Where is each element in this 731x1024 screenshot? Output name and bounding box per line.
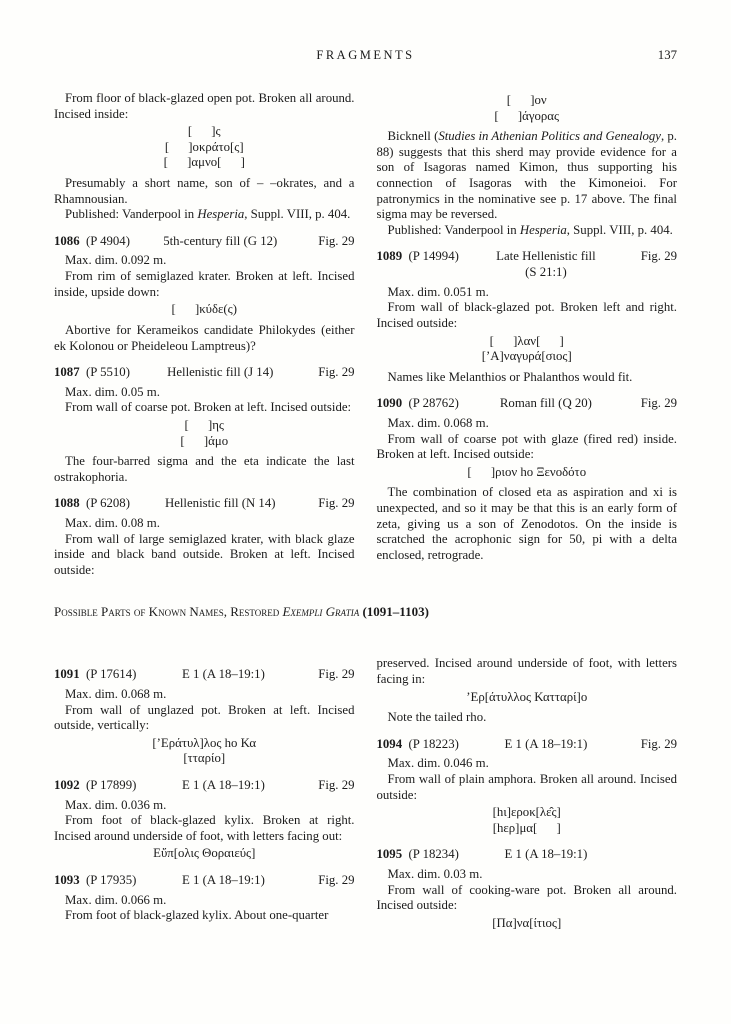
entry-id — [54, 365, 130, 381]
text-run: From wall of plain amphora. Broken all around. Incised outside: — [376, 771, 677, 802]
paragraph — [54, 207, 355, 223]
greek-inscription — [377, 93, 678, 124]
entry-number: 1090 — [376, 396, 403, 411]
paragraph — [377, 485, 678, 563]
greek-inscription — [54, 302, 355, 318]
entry-inventory-number: (P 6208) — [79, 496, 130, 511]
paragraph — [377, 129, 678, 223]
text-run: Max. dim. 0.068 m. — [387, 415, 489, 430]
entry-figure-ref: Fig. 29 — [318, 667, 355, 682]
paragraph — [377, 300, 678, 331]
text-run: Published: Vanderpool in — [65, 207, 198, 222]
paragraph — [54, 703, 355, 734]
italic-text: Exempli Gratia — [282, 604, 360, 620]
italic-text: Hesperia — [197, 207, 245, 222]
text-run: The four-barred sigma and the eta indicate the last ostrakophoria. — [54, 454, 355, 484]
text-run: From floor of black-glazed open pot. Broken all around. Incised inside: — [54, 91, 355, 121]
text-run: Max. dim. 0.092 m. — [65, 253, 167, 268]
catalog-entry-heading — [54, 234, 355, 250]
inscription-line: [’Εράτυλ]λος ho Κα — [152, 735, 257, 750]
greek-inscription — [377, 805, 678, 836]
paragraph — [377, 883, 678, 914]
entry-inventory-number: (P 17614) — [79, 667, 137, 682]
entry-number: 1092 — [54, 777, 80, 792]
top-section — [54, 91, 677, 578]
paragraph — [54, 253, 355, 269]
entry-context — [136, 667, 310, 683]
greek-inscription — [54, 846, 355, 862]
greek-inscription — [54, 124, 355, 171]
paragraph — [54, 323, 355, 354]
entry-id — [377, 737, 459, 753]
entry-figure-ref: Fig. 29 — [318, 873, 355, 888]
inscription-line: [ ]ον — [506, 93, 547, 107]
catalog-entry-heading — [54, 496, 355, 512]
text-run: Names like Melanthios or Phalanthos would fit. — [387, 369, 633, 384]
text-run: Bicknell ( — [387, 129, 439, 144]
section-heading — [54, 604, 677, 620]
entry-fill-description: Roman fill (Q 20) — [499, 396, 592, 411]
paragraph — [377, 432, 678, 463]
greek-inscription — [377, 334, 678, 365]
column-top-right — [377, 91, 678, 578]
text-run: From foot of black-glazed kylix. About one-quarter — [65, 908, 329, 923]
paragraph — [54, 798, 355, 814]
catalog-entry-heading — [377, 847, 678, 863]
entry-id — [54, 778, 136, 794]
entry-figure-ref: Fig. 29 — [640, 736, 677, 751]
text-run: From wall of large semiglazed krater, with black glaze inside and black band outside. Broken at left. Incised outside: — [54, 531, 355, 577]
italic-text: Hesperia — [519, 222, 567, 237]
inscription-line: [τταρίο] — [183, 751, 226, 766]
entry-figure-ref: Fig. 29 — [640, 396, 677, 411]
inscription-line: [hι]εροκ[λε̂ς] — [492, 805, 561, 820]
greek-inscription — [377, 465, 678, 481]
entry-fill-description: Hellenistic fill (N 14) — [164, 496, 276, 511]
entry-number: 1093 — [54, 873, 80, 888]
text-run: Note the tailed rho. — [387, 710, 487, 725]
greek-inscription — [54, 736, 355, 767]
text-run: , Suppl. VIII, p. 404. — [566, 222, 673, 237]
paragraph — [377, 756, 678, 772]
column-bottom-left — [54, 656, 355, 936]
entry-fill-description: E 1 (A 18–19:1) — [182, 667, 265, 682]
paragraph — [377, 285, 678, 301]
catalog-entry-heading — [377, 249, 678, 280]
text-run: The combination of closed eta as aspiration and xi is unexpected, and so it may be that this is an early form of zeta, giving us a son of Zenodotos. On the inside is scratched the acrophonic sign for 50, pi with a delta enclosed, retrograde. — [376, 485, 677, 562]
paragraph — [54, 454, 355, 485]
catalog-entry-heading — [54, 365, 355, 381]
text-run: Max. dim. 0.066 m. — [65, 892, 167, 907]
entry-context — [136, 873, 310, 889]
paragraph — [54, 400, 355, 416]
text-run: , Suppl. VIII, p. 404. — [244, 207, 351, 222]
text-run: Max. dim. 0.03 m. — [387, 867, 483, 882]
greek-inscription — [54, 418, 355, 449]
entry-inventory-number: (P 17935) — [79, 873, 137, 888]
text-run: From wall of unglazed pot. Broken at left. Incised outside, vertically: — [54, 702, 355, 733]
text-run: From rim of semiglazed krater. Broken at left. Incised inside, upside down: — [54, 269, 355, 299]
text-run: From wall of coarse pot with glaze (fired red) inside. Broken at left. Incised outside: — [376, 431, 677, 462]
entry-number: 1089 — [376, 249, 403, 264]
paragraph — [54, 687, 355, 703]
entry-context — [130, 365, 311, 381]
entry-context — [459, 847, 633, 863]
text-run: From wall of cooking-ware pot. Broken all around. Incised outside: — [376, 882, 677, 913]
entry-context — [459, 249, 633, 280]
paragraph — [54, 813, 355, 844]
text-run: Published: Vanderpool in — [387, 222, 520, 237]
bold-text: (1091–1103) — [362, 604, 429, 620]
entry-fill-description: E 1 (A 18–19:1) — [182, 873, 265, 888]
entry-findspot-sub: (S 21:1) — [525, 265, 567, 280]
inscription-line: [ ]οκράτο[ς] — [164, 139, 244, 154]
entry-figure-ref: Fig. 29 — [318, 777, 355, 792]
inscription-line: [ ]αμνο[ ] — [163, 155, 245, 170]
text-run: Abortive for Kerameikos candidate Philokydes (either ek Kolonou or Pheideleou Lamptreus)? — [54, 322, 355, 353]
paragraph — [54, 176, 355, 207]
inscription-line: [Πα]να[ίτιος] — [492, 915, 562, 930]
entry-figure-ref: Fig. 29 — [640, 249, 677, 264]
paragraph — [377, 772, 678, 803]
column-top-left — [54, 91, 355, 578]
paragraph — [54, 269, 355, 300]
page-title: FRAGMENTS — [316, 48, 415, 62]
column-bottom-right — [377, 656, 678, 936]
paragraph — [377, 867, 678, 883]
greek-inscription — [377, 916, 678, 932]
entry-inventory-number: (P 4904) — [79, 233, 130, 248]
entry-inventory-number: (P 18234) — [402, 847, 459, 862]
entry-number: 1086 — [54, 233, 80, 248]
text-run: , p. 88) suggests that this sherd may provide evidence for a son of Isagoras named Kimon, thus supporting his connection of Isagoras with the Kimoneioi. For patronymics in the nominative see p. 17 above. The final sigma may be reversed. — [376, 129, 677, 222]
text-run: Possible Parts of Known Names, Restored — [54, 604, 283, 620]
entry-fill-description: Late Hellenistic fill — [496, 249, 596, 264]
paragraph — [54, 532, 355, 579]
inscription-line: [ ]ης — [184, 417, 224, 432]
entry-id — [54, 496, 130, 512]
inscription-line: [ ]άμο — [180, 433, 229, 448]
paragraph — [377, 416, 678, 432]
paragraph — [54, 908, 355, 924]
entry-number: 1095 — [376, 847, 403, 862]
entry-context — [136, 778, 310, 794]
catalog-entry-heading — [54, 667, 355, 683]
text-run: preserved. Incised around underside of foot, with letters facing in: — [376, 656, 677, 686]
entry-fill-description: Hellenistic fill (J 14) — [167, 365, 274, 380]
entry-context — [130, 234, 311, 250]
text-run: Max. dim. 0.046 m. — [387, 756, 489, 771]
text-run: From wall of black-glazed pot. Broken left and right. Incised outside: — [376, 300, 677, 330]
entry-context — [130, 496, 311, 512]
entry-figure-ref: Fig. 29 — [318, 365, 355, 380]
catalog-entry-heading — [377, 737, 678, 753]
paragraph — [54, 893, 355, 909]
entry-figure-ref: Fig. 29 — [318, 496, 355, 511]
inscription-line: Εὔπ[ολις Θοραιεύς] — [153, 846, 256, 861]
text-run: Max. dim. 0.036 m. — [65, 797, 167, 812]
text-run: From wall of coarse pot. Broken at left. Incised outside: — [65, 400, 352, 415]
text-run: From foot of black-glazed kylix. Broken at right. Incised around underside of foot, with letters facing out: — [54, 813, 355, 843]
entry-context — [459, 396, 633, 412]
text-run: Max. dim. 0.068 m. — [65, 686, 167, 701]
entry-context — [459, 737, 633, 753]
bottom-section — [54, 656, 677, 936]
inscription-line: [’Α]ναγυρά[σιος] — [481, 349, 572, 364]
italic-text: Studies in Athenian Politics and Genealogy — [438, 129, 661, 144]
entry-inventory-number: (P 14994) — [402, 249, 459, 264]
entry-number: 1091 — [54, 667, 80, 682]
entry-inventory-number: (P 18223) — [402, 736, 459, 751]
inscription-line: [hερ]μα[ ] — [492, 820, 561, 835]
entry-id — [54, 234, 130, 250]
paragraph — [377, 656, 678, 687]
entry-number: 1088 — [54, 496, 80, 511]
text-run: Max. dim. 0.05 m. — [65, 384, 160, 399]
entry-figure-ref: Fig. 29 — [318, 233, 355, 248]
entry-fill-description: E 1 (A 18–19:1) — [182, 777, 265, 792]
text-run: Max. dim. 0.051 m. — [387, 284, 489, 299]
catalog-entry-heading — [377, 396, 678, 412]
entry-fill-description: E 1 (A 18–19:1) — [504, 736, 588, 751]
entry-id — [377, 249, 459, 265]
entry-id — [54, 667, 136, 683]
paragraph — [377, 710, 678, 726]
entry-number: 1094 — [376, 736, 403, 751]
text-run: Max. dim. 0.08 m. — [65, 516, 160, 531]
inscription-line: [ ]ριον ho Ξενοδότο — [467, 464, 587, 479]
entry-number: 1087 — [54, 365, 80, 380]
paragraph — [377, 223, 678, 239]
text-run: Presumably a short name, son of – –okrates, and a Rhamnousian. — [54, 176, 355, 206]
paragraph — [377, 370, 678, 386]
paragraph — [54, 91, 355, 122]
inscription-line: [ ]άγορας — [494, 108, 560, 123]
page-header — [54, 48, 677, 65]
catalog-entry-heading — [54, 873, 355, 889]
inscription-line: [ ]ς — [187, 124, 221, 139]
entry-id — [54, 873, 136, 889]
inscription-line: ’Ερ[άτυλλος Κατταρί]ο — [466, 689, 588, 704]
paragraph — [54, 385, 355, 401]
entry-inventory-number: (P 17899) — [79, 777, 137, 792]
entry-id — [377, 396, 459, 412]
entry-fill-description: E 1 (A 18–19:1) — [504, 847, 588, 862]
inscription-line: [ ]κύδε(ς) — [171, 302, 237, 317]
paragraph — [54, 516, 355, 532]
inscription-line: [ ]λαν[ ] — [489, 333, 564, 348]
catalog-entry-heading — [54, 778, 355, 794]
greek-inscription — [377, 690, 678, 706]
entry-inventory-number: (P 28762) — [402, 396, 459, 411]
entry-fill-description: 5th-century fill (G 12) — [163, 233, 278, 248]
entry-inventory-number: (P 5510) — [79, 365, 130, 380]
page-number: 137 — [657, 48, 677, 62]
entry-id — [377, 847, 459, 863]
